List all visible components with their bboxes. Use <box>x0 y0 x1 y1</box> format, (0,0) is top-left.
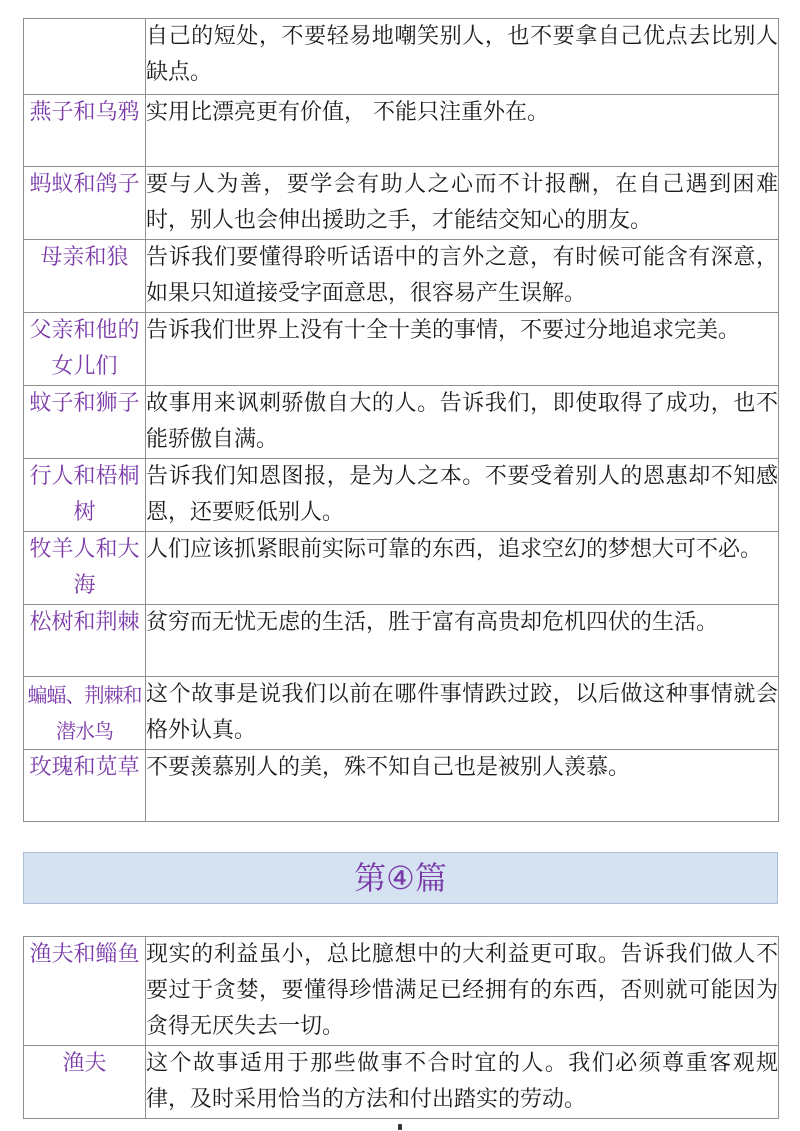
fable-title: 父亲和他的女儿们 <box>24 313 146 386</box>
table-row <box>24 386 779 459</box>
fable-moral: 这个故事适用于那些做事不合时宜的人。我们必须尊重客观规律，及时采用恰当的方法和付出踏实的劳动。 <box>146 1046 779 1119</box>
page-mark-decoration <box>398 1124 402 1130</box>
table-row <box>24 313 779 386</box>
fable-title: 蝙蝠、荆棘和潜水鸟 <box>24 677 146 750</box>
fable-moral: 人们应该抓紧眼前实际可靠的东西，追求空幻的梦想大可不必。 <box>146 532 779 605</box>
fable-moral: 告诉我们要懂得聆听话语中的言外之意，有时候可能含有深意，如果只知道接受字面意思，很容易产生误解。 <box>146 240 779 313</box>
fable-title: 松树和荆棘 <box>24 605 146 677</box>
table-row <box>24 167 779 240</box>
fable-title: 蚊子和狮子 <box>24 386 146 459</box>
fable-moral: 告诉我们世界上没有十全十美的事情，不要过分地追求完美。 <box>146 313 779 386</box>
fable-title: 渔夫 <box>24 1046 146 1119</box>
fable-moral: 贫穷而无忧无虑的生活，胜于富有高贵却危机四伏的生活。 <box>146 605 779 677</box>
fable-table-top <box>23 18 779 822</box>
fable-moral: 告诉我们知恩图报，是为人之本。不要受着别人的恩惠却不知感恩，还要贬低别人。 <box>146 459 779 532</box>
table-row <box>24 19 779 95</box>
fable-moral: 实用比漂亮更有价值， 不能只注重外在。 <box>146 95 779 167</box>
table-row <box>24 240 779 313</box>
fable-title: 燕子和乌鸦 <box>24 95 146 167</box>
fable-title <box>24 19 146 95</box>
fable-title: 玫瑰和苋草 <box>24 750 146 822</box>
section-heading-banner: 第④篇 <box>23 852 778 904</box>
fable-moral: 不要羡慕别人的美，殊不知自己也是被别人羡慕。 <box>146 750 779 822</box>
fable-moral: 自己的短处，不要轻易地嘲笑别人，也不要拿自己优点去比别人缺点。 <box>146 19 779 95</box>
fable-moral: 现实的利益虽小，总比臆想中的大利益更可取。告诉我们做人不要过于贪婪，要懂得珍惜满足已经拥有的东西，否则就可能因为贪得无厌失去一切。 <box>146 937 779 1046</box>
table-row <box>24 677 779 750</box>
fable-moral: 这个故事是说我们以前在哪件事情跌过跤，以后做这种事情就会格外认真。 <box>146 677 779 750</box>
fable-title: 母亲和狼 <box>24 240 146 313</box>
table-row <box>24 937 779 1046</box>
table-row <box>24 750 779 822</box>
fable-table-bottom <box>23 936 779 1119</box>
table-row <box>24 459 779 532</box>
table-row <box>24 532 779 605</box>
fable-title: 蚂蚁和鸽子 <box>24 167 146 240</box>
table-row <box>24 605 779 677</box>
fable-title: 牧羊人和大海 <box>24 532 146 605</box>
table-row <box>24 95 779 167</box>
table-row <box>24 1046 779 1119</box>
fable-title: 行人和梧桐树 <box>24 459 146 532</box>
fable-title: 渔夫和鲻鱼 <box>24 937 146 1046</box>
fable-moral: 要与人为善，要学会有助人之心而不计报酬，在自己遇到困难时，别人也会伸出援助之手，才能结交知心的朋友。 <box>146 167 779 240</box>
fable-moral: 故事用来讽刺骄傲自大的人。告诉我们，即使取得了成功，也不能骄傲自满。 <box>146 386 779 459</box>
